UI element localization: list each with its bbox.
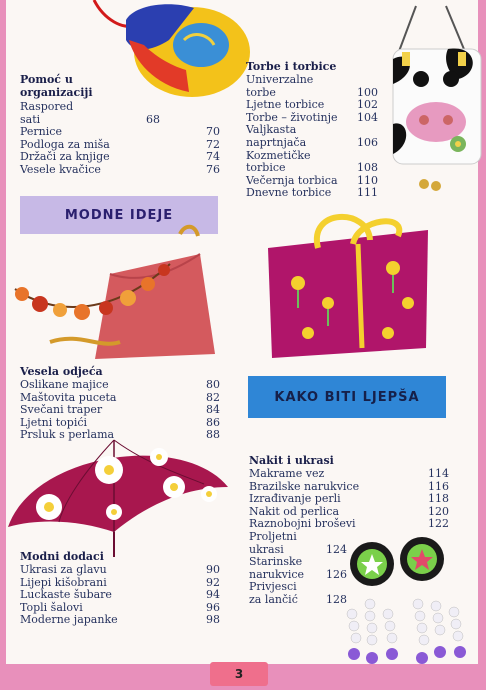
toc-entry[interactable]: torbice 108 bbox=[246, 161, 378, 175]
toc-entry[interactable]: Ukrasi za glavu 90 bbox=[20, 563, 220, 576]
toc-entry[interactable]: Luckaste šubare 94 bbox=[20, 588, 220, 602]
earrings-image bbox=[340, 534, 482, 684]
toc-entry[interactable]: Pernice 70 bbox=[20, 125, 220, 139]
section-title: organizaciji bbox=[20, 86, 93, 99]
toc-entry[interactable]: Starinske bbox=[249, 555, 303, 569]
toc-entry[interactable]: Kozmetičke bbox=[246, 148, 311, 162]
toc-entry[interactable]: Maštovita puceta 82 bbox=[20, 390, 220, 404]
toc-entry[interactable]: Univerzalne bbox=[246, 73, 314, 86]
banner-kako-biti-ljepsa: KAKO BITI LJEPŠA bbox=[248, 376, 446, 418]
section-pomoc bbox=[20, 73, 220, 177]
section-modni bbox=[20, 550, 220, 627]
toc-entry[interactable]: Držači za knjige 74 bbox=[20, 150, 220, 164]
toc-entry[interactable]: Raspored bbox=[20, 100, 74, 113]
toc-entry[interactable]: Prsluk s perlama 88 bbox=[20, 428, 220, 442]
toc-entry[interactable]: Večernja torbica 110 bbox=[246, 173, 378, 187]
tote-bag-image bbox=[258, 208, 436, 358]
section-title: Modni dodaci bbox=[20, 550, 104, 563]
cow-bag-image bbox=[388, 4, 484, 194]
section-torbe bbox=[246, 60, 378, 200]
toc-entry[interactable]: narukvice 126 bbox=[249, 567, 347, 581]
toc-entry[interactable]: Ljetne torbice 102 bbox=[246, 98, 378, 112]
toc-entry[interactable]: torbe 100 bbox=[246, 85, 378, 99]
toc-entry[interactable]: Svečani traper 84 bbox=[20, 403, 220, 417]
toc-entry[interactable]: za lančić 128 bbox=[249, 592, 347, 606]
toc-entry[interactable]: Podloga za miša 72 bbox=[20, 137, 220, 151]
toc-entry[interactable]: Ljetni topići 86 bbox=[20, 415, 220, 429]
toc-entry[interactable]: Proljetni bbox=[249, 529, 297, 543]
toc-entry[interactable]: Oslikane majice 80 bbox=[20, 378, 220, 391]
toc-entry[interactable]: Izrađivanje perli 118 bbox=[249, 492, 449, 506]
toc-entry[interactable]: Moderne japanke 98 bbox=[20, 613, 220, 627]
necklace-top-image bbox=[10, 224, 218, 360]
toc-entry[interactable]: Raznobojni broševi 122 bbox=[249, 517, 449, 531]
toc-entry[interactable]: Topli šalovi 96 bbox=[20, 600, 220, 614]
page-number: 3 bbox=[210, 662, 268, 686]
toc-entry[interactable]: Privjesci bbox=[249, 580, 297, 594]
section-title: Torbe i torbice bbox=[246, 60, 337, 73]
toc-entry[interactable]: Makrame vez 114 bbox=[249, 467, 449, 480]
toc-entry[interactable]: ukrasi 124 bbox=[249, 542, 347, 556]
section-title: Pomoć u bbox=[20, 73, 73, 86]
section-vesela bbox=[20, 365, 220, 442]
banner-modne-ideje: MODNE IDEJE bbox=[20, 196, 218, 234]
toc-entry[interactable]: Lijepi kišobrani 92 bbox=[20, 575, 220, 589]
toc-entry[interactable]: Valjkasta bbox=[246, 123, 297, 137]
toc-entry[interactable]: naprtnjača 106 bbox=[246, 135, 378, 149]
toc-entry[interactable]: sati 68 bbox=[20, 112, 160, 126]
toc-entry[interactable]: Brazilske narukvice 116 bbox=[249, 479, 449, 493]
toc-entry[interactable]: Torbe – životinje 104 bbox=[246, 110, 378, 124]
toc-entry[interactable]: Vesele kvačice 76 bbox=[20, 162, 220, 176]
toc-entry[interactable]: Dnevne torbice 111 bbox=[246, 186, 378, 200]
section-title: Nakit i ukrasi bbox=[249, 454, 334, 467]
toc-entry[interactable]: Nakit od perlica 120 bbox=[249, 504, 449, 518]
umbrella-image bbox=[4, 432, 232, 560]
section-title: Vesela odjeća bbox=[20, 365, 103, 378]
